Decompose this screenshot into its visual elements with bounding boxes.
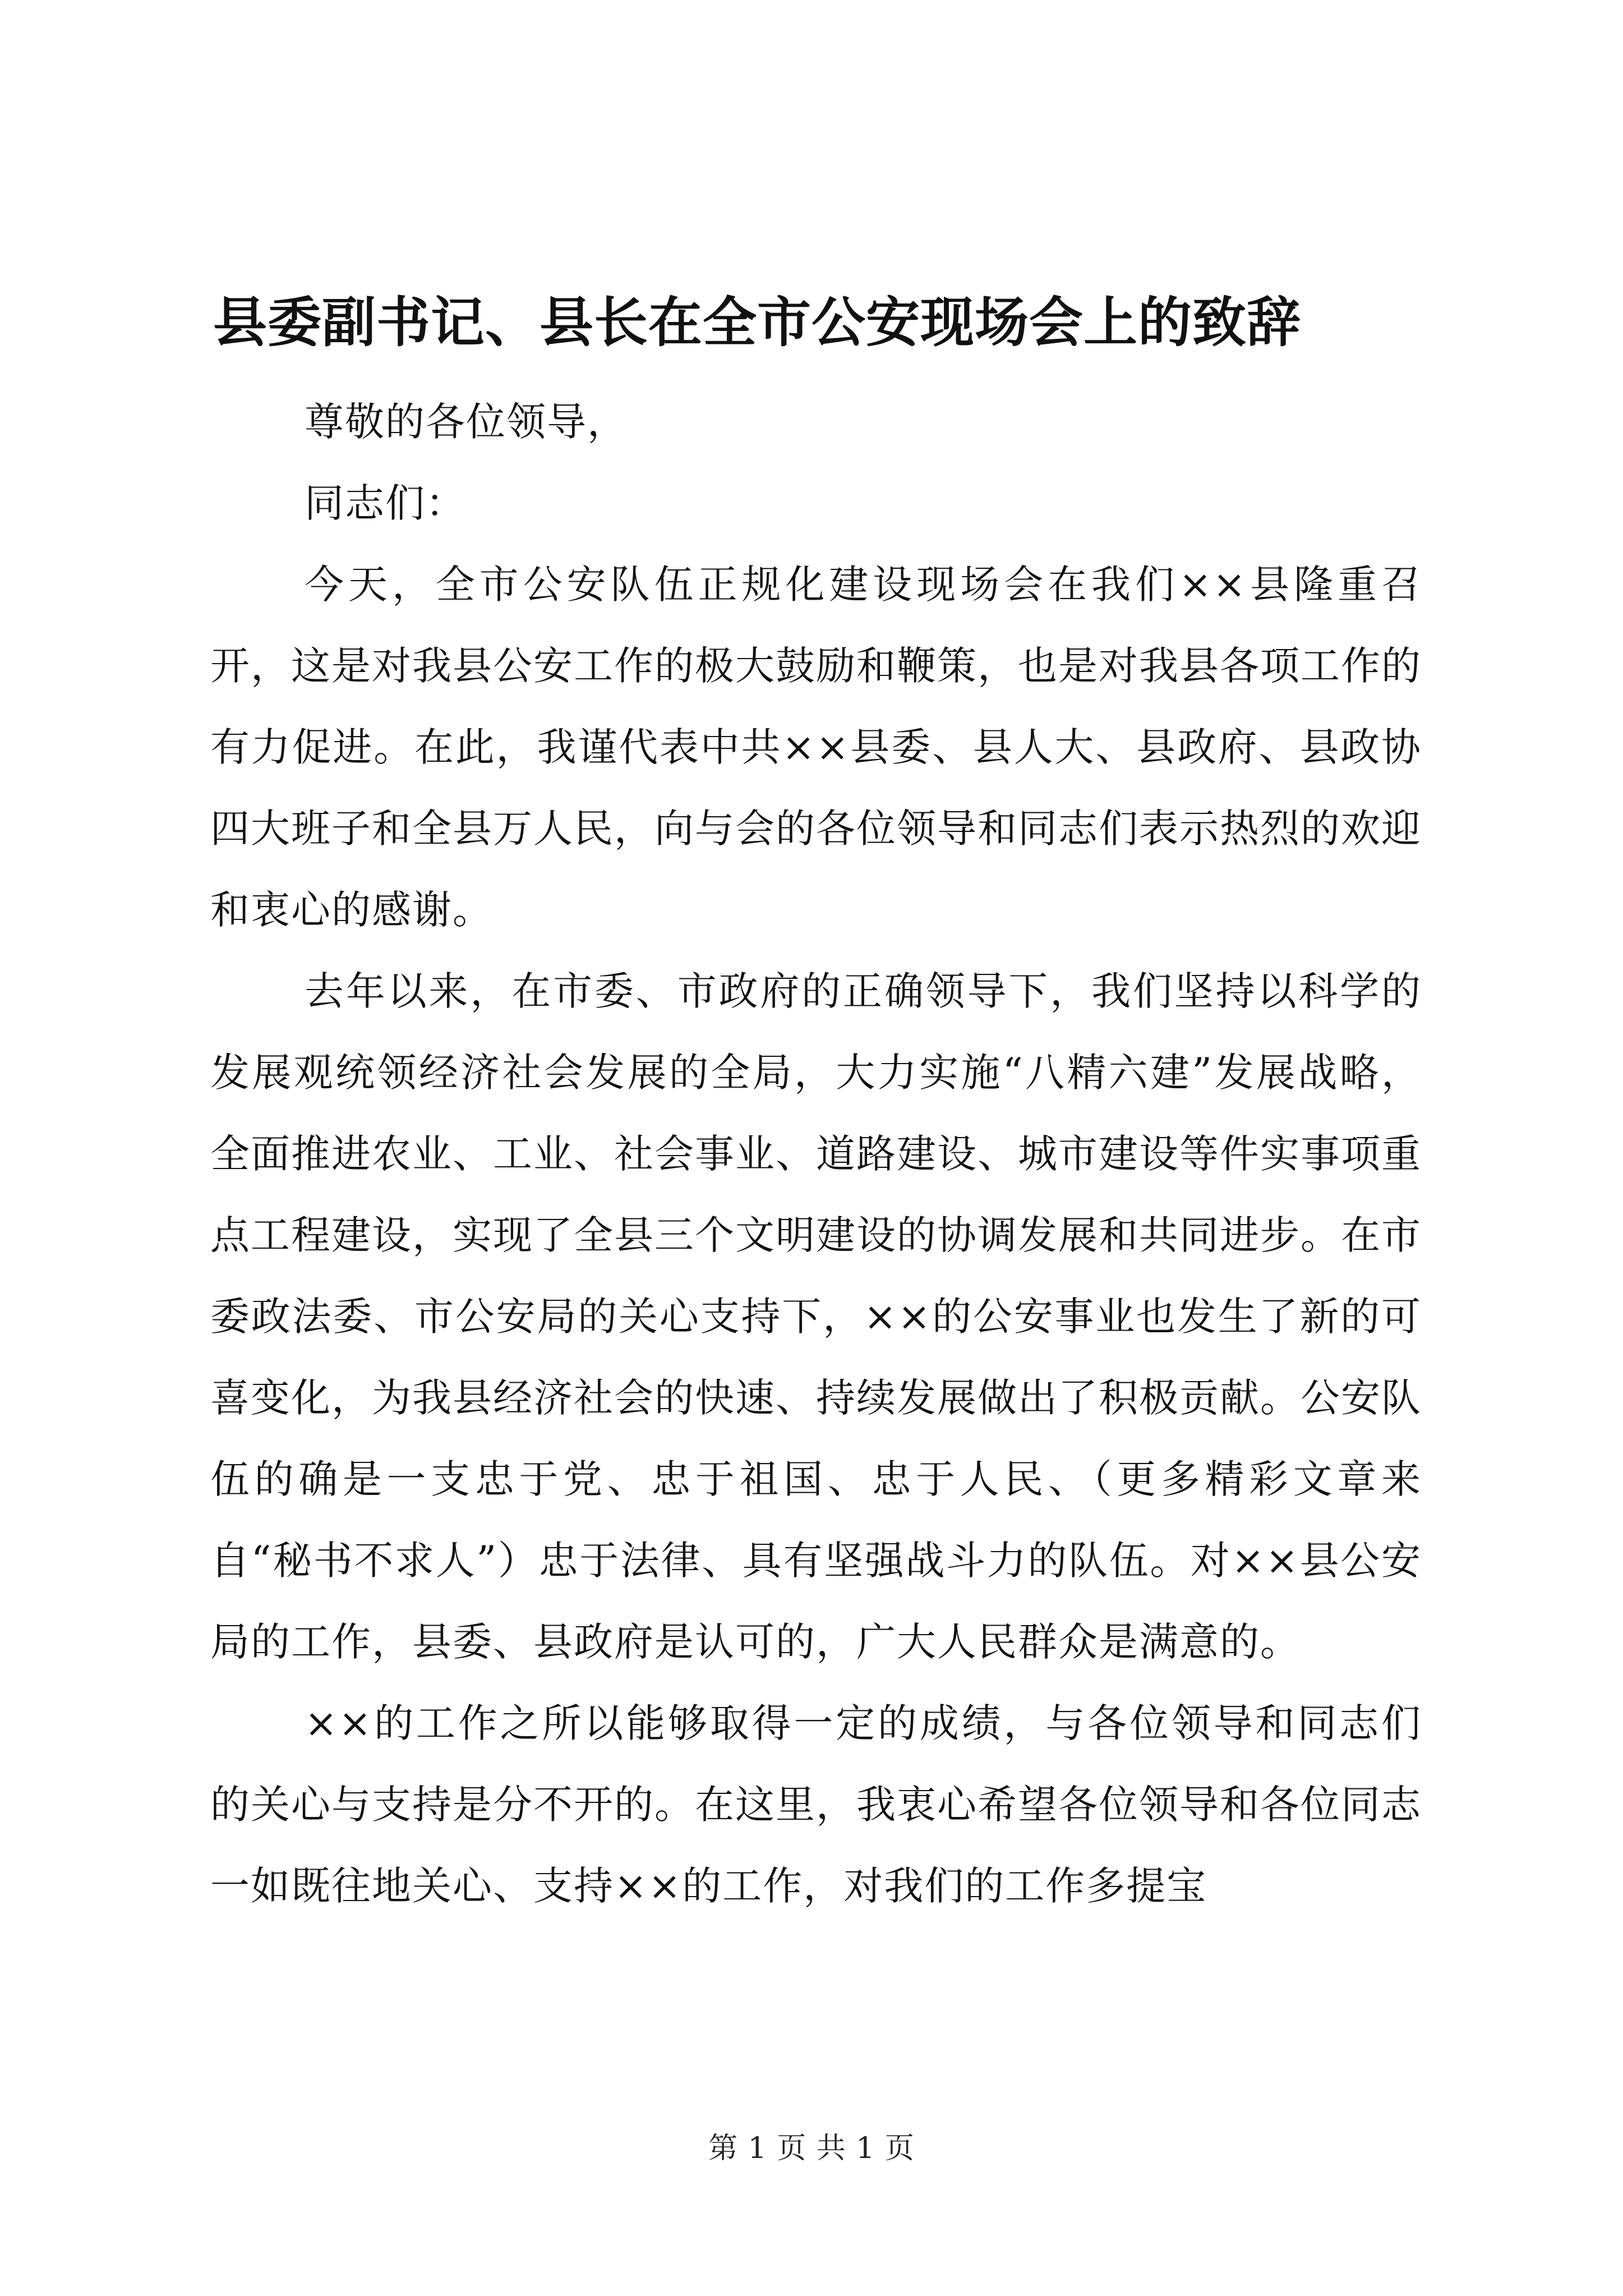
document-title: 县委副书记、县长在全市公安现场会上的致辞 xyxy=(213,291,1301,354)
body-paragraph: 去年以来，在市委、市政府的正确领导下，我们坚持以科学的发展观统领经济社会发展的全局，大力实施“八精六建”发展战略，全面推进农业、工业、社会事业、道路建设、城市建设等件实事项重点工程建设，实现了全县三个文明建设的协调发展和共同进步。在市委政法委、市公安局的关心支持下，××的公安事业也发生了新的可喜变化，为我县经济社会的快速、持续发展做出了积极贡献。公安队伍的确是一支忠于党、忠于祖国、忠于人民、（更多精彩文章来自“秘书不求人”）忠于法律、具有坚强战斗力的队伍。对××县公安局的工作，县委、县政府是认可的，广大人民群众是满意的。 xyxy=(210,968,1422,1665)
document-body xyxy=(210,381,1422,1927)
body-paragraph: ××的工作之所以能够取得一定的成绩，与各位领导和同志们的关心与支持是分不开的。在这里，我衷心希望各位领导和各位同志一如既往地关心、支持××的工作，对我们的工作多提宝 xyxy=(210,1700,1422,1909)
salutation-line: 尊敬的各位领导， xyxy=(305,399,628,445)
page-number-footer: 第 1 页 共 1 页 xyxy=(708,2132,915,2165)
body-paragraph: 今天，全市公安队伍正规化建设现场会在我们××县隆重召开，这是对我县公安工作的极大鼓励和鞭策，也是对我县各项工作的有力促进。在此，我谨代表中共××县委、县人大、县政府、县政协四大班子和全县万人民，向与会的各位领导和同志们表示热烈的欢迎和衷心的感谢。 xyxy=(210,562,1422,933)
salutation-line: 同志们： xyxy=(305,480,466,526)
